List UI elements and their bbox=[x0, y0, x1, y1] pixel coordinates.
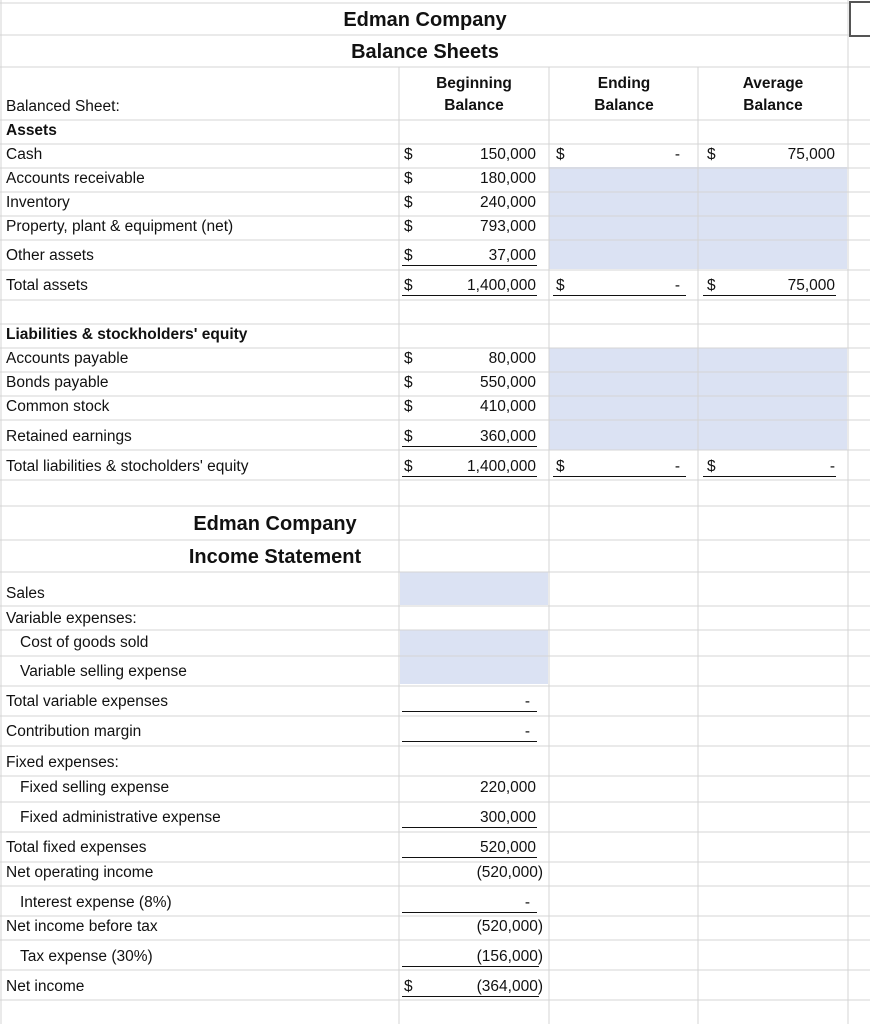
cell-fixed-administrative-expense[interactable]: 300,000 bbox=[479, 809, 536, 826]
cell-ppe-currency: $ bbox=[404, 218, 413, 235]
row-label-tax-expense: Tax expense (30%) bbox=[20, 948, 153, 965]
cell-other-assets-beginning[interactable]: 37,000 bbox=[488, 247, 536, 264]
balance-sheet-title: Balance Sheets bbox=[351, 41, 499, 63]
cell-total-variable-expenses[interactable]: - bbox=[524, 693, 530, 710]
col-header-average-1: Average bbox=[742, 75, 804, 92]
row-label-accounts-receivable: Accounts receivable bbox=[6, 170, 145, 187]
cell-cash-ending[interactable]: - bbox=[674, 146, 680, 163]
row-label-other-assets: Other assets bbox=[6, 247, 94, 264]
assets-heading: Assets bbox=[6, 122, 57, 139]
cell-common-stock-currency: $ bbox=[404, 398, 413, 415]
row-label-inventory: Inventory bbox=[6, 194, 70, 211]
cell-cash-average-currency: $ bbox=[707, 146, 716, 163]
col-header-ending-2: Balance bbox=[594, 97, 654, 114]
liabilities-heading: Liabilities & stockholders' equity bbox=[6, 326, 248, 343]
cell-total-fixed-expenses[interactable]: 520,000 bbox=[479, 839, 536, 856]
row-label-net-operating-income: Net operating income bbox=[6, 864, 154, 881]
row-label-interest-expense: Interest expense (8%) bbox=[20, 894, 172, 911]
cell-total-assets-ending[interactable]: - bbox=[674, 277, 680, 294]
cell-total-liabilities-ending-currency: $ bbox=[556, 458, 565, 475]
row-label-total-liabilities: Total liabilities & stocholders' equity bbox=[6, 458, 249, 475]
cell-ppe-beginning[interactable]: 793,000 bbox=[479, 218, 536, 235]
cell-total-liabilities-average-currency: $ bbox=[707, 458, 716, 475]
cell-ap-beginning[interactable]: 80,000 bbox=[488, 350, 536, 367]
selected-cell[interactable] bbox=[849, 1, 870, 37]
cell-tax-expense[interactable]: (156,000) bbox=[476, 948, 543, 965]
row-label-fixed-expenses: Fixed expenses: bbox=[6, 754, 119, 771]
cell-net-income[interactable]: (364,000) bbox=[476, 978, 543, 995]
cell-total-assets-average[interactable]: 75,000 bbox=[787, 277, 835, 294]
cell-bonds-currency: $ bbox=[404, 374, 413, 391]
cell-total-liabilities-currency: $ bbox=[404, 458, 413, 475]
cell-fixed-selling-expense[interactable]: 220,000 bbox=[479, 779, 536, 796]
cell-cash-average[interactable]: 75,000 bbox=[787, 146, 835, 163]
row-label-cost-of-goods-sold: Cost of goods sold bbox=[20, 634, 149, 651]
col-header-average-2: Balance bbox=[743, 97, 803, 114]
balanced-sheet-label: Balanced Sheet: bbox=[6, 98, 120, 115]
row-label-accounts-payable: Accounts payable bbox=[6, 350, 129, 367]
row-label-cash: Cash bbox=[6, 146, 43, 163]
cell-ar-currency: $ bbox=[404, 170, 413, 187]
cell-cash-ending-currency: $ bbox=[556, 146, 565, 163]
cell-retained-earnings-beginning[interactable]: 360,000 bbox=[479, 428, 536, 445]
cell-net-income-currency: $ bbox=[404, 978, 413, 995]
row-label-total-fixed-expenses: Total fixed expenses bbox=[6, 839, 147, 856]
cell-other-assets-currency: $ bbox=[404, 247, 413, 264]
cell-cash-beginning-currency: $ bbox=[404, 146, 413, 163]
col-header-beginning-1: Beginning bbox=[436, 75, 512, 92]
cell-total-assets-ending-currency: $ bbox=[556, 277, 565, 294]
cell-inventory-beginning[interactable]: 240,000 bbox=[479, 194, 536, 211]
balance-sheet-company-title: Edman Company bbox=[343, 9, 507, 31]
row-label-net-income: Net income bbox=[6, 978, 85, 995]
col-header-ending-1: Ending bbox=[597, 75, 651, 92]
cell-common-stock-beginning[interactable]: 410,000 bbox=[479, 398, 536, 415]
income-statement-title: Income Statement bbox=[188, 546, 362, 568]
cell-ar-beginning[interactable]: 180,000 bbox=[479, 170, 536, 187]
cell-total-liabilities-ending[interactable]: - bbox=[674, 458, 680, 475]
cell-total-assets-currency: $ bbox=[404, 277, 413, 294]
cell-total-assets-beginning[interactable]: 1,400,000 bbox=[467, 277, 536, 294]
cell-total-liabilities-average[interactable]: - bbox=[829, 458, 835, 475]
cell-interest-expense[interactable]: - bbox=[524, 894, 530, 911]
cell-retained-earnings-currency: $ bbox=[404, 428, 413, 445]
row-label-variable-selling-expense: Variable selling expense bbox=[20, 663, 187, 680]
row-label-bonds-payable: Bonds payable bbox=[6, 374, 109, 391]
row-label-retained-earnings: Retained earnings bbox=[6, 428, 132, 445]
cell-inventory-currency: $ bbox=[404, 194, 413, 211]
row-label-contribution-margin: Contribution margin bbox=[6, 723, 142, 740]
row-label-fixed-selling-expense: Fixed selling expense bbox=[20, 779, 170, 796]
row-label-variable-expenses: Variable expenses: bbox=[6, 610, 137, 627]
cell-bonds-beginning[interactable]: 550,000 bbox=[479, 374, 536, 391]
row-label-ppe: Property, plant & equipment (net) bbox=[6, 218, 234, 235]
row-label-common-stock: Common stock bbox=[6, 398, 110, 415]
cell-contribution-margin[interactable]: - bbox=[524, 723, 530, 740]
row-label-total-assets: Total assets bbox=[6, 277, 88, 294]
cell-ap-currency: $ bbox=[404, 350, 413, 367]
row-label-fixed-administrative-expense: Fixed administrative expense bbox=[20, 809, 221, 826]
income-statement-company-title: Edman Company bbox=[193, 513, 357, 535]
cell-total-liabilities-beginning[interactable]: 1,400,000 bbox=[467, 458, 536, 475]
row-label-total-variable-expenses: Total variable expenses bbox=[6, 693, 168, 710]
cell-total-assets-average-currency: $ bbox=[707, 277, 716, 294]
row-label-net-income-before-tax: Net income before tax bbox=[6, 918, 158, 935]
col-header-beginning-2: Balance bbox=[444, 97, 504, 114]
cell-cash-beginning[interactable]: 150,000 bbox=[479, 146, 536, 163]
cell-net-operating-income[interactable]: (520,000) bbox=[476, 864, 543, 881]
row-label-sales: Sales bbox=[6, 585, 45, 602]
cell-net-income-before-tax[interactable]: (520,000) bbox=[476, 918, 543, 935]
